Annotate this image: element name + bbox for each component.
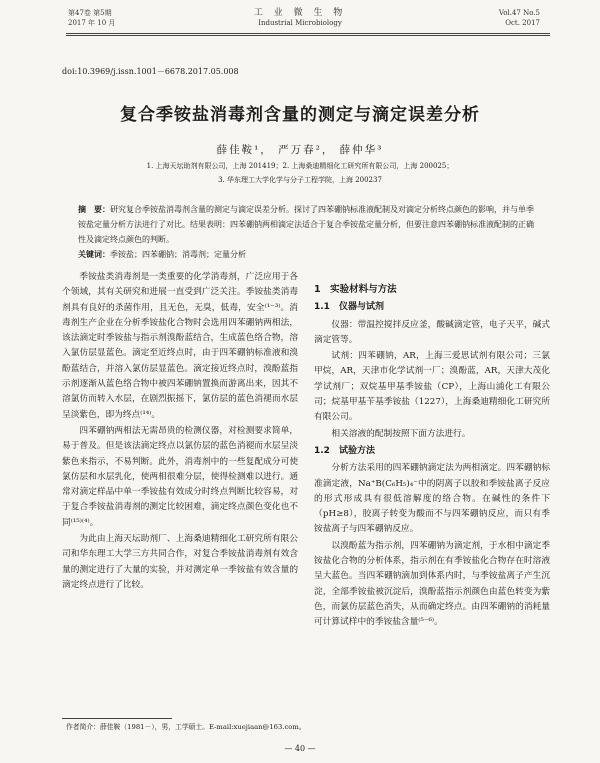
subsection-heading-1-2: 1.2 试验方法 xyxy=(314,445,375,456)
body-paragraph: 为此由上海天坛助剂厂、上海桑迪精细化工研究所有限公司和华东理工大学三方共同合作，对复合季铵盐消毒剂有效含量的测定进行了大量的实验，并对测定单一季铵盐有效含量的滴定终点进行了比较。 xyxy=(62,534,298,590)
keywords xyxy=(78,247,536,262)
doi[interactable]: doi:10.3969/j.issn.1001－6678.2017.05.008 xyxy=(62,67,239,76)
right-column xyxy=(314,270,550,632)
body-paragraph: 试剂：四苯硼钠，AR，上海三爱思试剂有限公司；三氯甲烷，AR，天津市化学试剂一厂；溴酚蓝，AR，天津大茂化学试剂厂；双烷基甲基季铵盐（CP），上海山浦化工有限公司；烷基甲基苄基季铵盐（1227），上海桑迪精细化工研究所有限公司。 xyxy=(314,351,550,423)
journal-name-cn: 工 业 微 生 物 xyxy=(253,8,347,18)
authors: 薛佳鞍¹， 严万春²， 薛仲华³ xyxy=(216,144,384,156)
footnote-rule xyxy=(62,718,172,719)
left-column xyxy=(62,270,298,594)
subsection-heading-1-1: 1.1 仪器与试剂 xyxy=(314,302,384,313)
affiliation-line-2: 3. 华东理工大学化学与分子工程学院，上海 200237 xyxy=(218,176,382,184)
journal-issue-info-en xyxy=(499,8,540,28)
body-paragraph: 相关溶液的配制按照下面方法进行。 xyxy=(331,428,471,439)
author-footnote: 作者简介：薛佳鞍（1981－），男，工学硕士。E-mail:xuejiaan@163.com。 xyxy=(66,723,306,731)
abstract-body xyxy=(78,202,536,247)
header-rule-bottom xyxy=(66,35,550,36)
page-number: — 40 — xyxy=(284,744,316,753)
article-title: 复合季铵盐消毒剂含量的测定与滴定误差分析 xyxy=(120,105,480,125)
volume-issue: 第47卷 第5期 xyxy=(68,9,112,17)
abstract-label: 摘 要： xyxy=(78,205,110,214)
body-paragraph: 季铵盐类消毒剂是一类重要的化学消毒剂，广泛应用于各个领域，其有关研究和进展一直受到广泛关注。季铵盐类消毒剂具有良好的杀菌作用，且无色，无臭，低毒，安全⁽¹⁻³⁾。消毒剂生产企业在分析季铵盐化合物时会选用四苯硼钠两相法，该法滴定时季铵盐与指示剂溴酚蓝结合，生成蓝色络合物，溶入氯仿层显蓝色。滴定至近终点时，由于四苯硼钠标准液和溴酚蓝结合，并溶入氯仿层显蓝色。滴定接近终点时，溴酚蓝指示剂逐渐从蓝色络合物中被四苯硼钠置换而游离出来，因其不溶氯仿而转入水层，在剧烈振摇下，氯仿层的蓝色消褪而水层呈淡紫色，即为终点⁽¹⁴⁾。 xyxy=(62,272,298,420)
body-paragraph: 四苯硼钠两相法无需昂贵的检测仪器，对检测要求简单，易于普及。但是该法滴定终点以氯仿层的蓝色消褪而水层呈淡紫色来指示，不易判断。此外，消毒剂中的一些复配成分可使氯仿层和水层乳化，使两相很难分层，使得检测难以进行。通常对滴定样品中单一季铵盐有效成分时终点判断比较容易，对于复合季铵盐消毒剂的测定比较困难，滴定终点颜色变化也不同⁽¹⁵⁾⁽⁴⁾。 xyxy=(62,425,298,528)
section-heading-1: 1 实验材料与方法 xyxy=(314,284,397,295)
keywords-label: 关键词： xyxy=(78,250,110,259)
abstract xyxy=(78,202,536,262)
body-paragraph: 仪器：带温控搅拌反应釜，酸碱滴定管，电子天平，碱式滴定管等。 xyxy=(314,319,550,345)
issue-date: 2017 年 10 月 xyxy=(68,19,116,27)
affiliation-line-1: 1. 上海天坛助剂有限公司，上海 201419；2. 上海桑迪精细化工研究所有限公司，上海 200025； xyxy=(146,162,454,170)
abstract-text: 研究复合季铵盐消毒剂含量的测定与滴定误差分析。探讨了四苯硼钠标准液配制及对滴定分析终点颜色的影响，并与单季铵盐定量分析方法进行了对比。结果表明：四苯硼钠两相滴定法适合于复合季铵盐定量分析，但要注意四苯硼钠标准液配制的正确性及滴定终点颜色的判断。 xyxy=(78,205,534,244)
body-paragraph: 分析方法采用的四苯硼钠滴定法为两相滴定。四苯硼钠标准滴定液，Na⁺B(C₆H₅)₄⁻中的阴离子以胶和季铵盐离子反应的形式形成具有很低溶解度的络合物。在碱性的条件下（pH≥8），胶离子转变为酸而不与四苯硼钠反应，而只有季铵盐离子与四苯硼钠反应。 xyxy=(314,463,550,535)
issue-date-en: Oct. 2017 xyxy=(505,19,540,27)
body-paragraph: 以溴酚蓝为指示剂，四苯硼钠为滴定剂，于水相中滴定季铵盐化合物的分析体系，指示剂在有季铵盐化合物存在时溶液呈大蓝色。当四苯硼钠滴加到体系内时，与季铵盐离子产生沉淀，全部季铵盐被沉淀后，溴酚蓝指示剂颜色由蓝色转变为紫色，而氯仿层蓝色消失，从而确定终点。由四苯硼钠的消耗量可计算试样中的季铵盐含量⁽⁵⁻⁶⁾。 xyxy=(314,540,550,628)
keywords-text: 季铵盐；四苯硼钠；消毒剂；定量分析 xyxy=(110,250,246,259)
volume-issue-en: Vol.47 No.5 xyxy=(498,9,540,17)
journal-name-en: Industrial Microbiology xyxy=(258,19,342,27)
header-rule-top xyxy=(66,33,550,34)
